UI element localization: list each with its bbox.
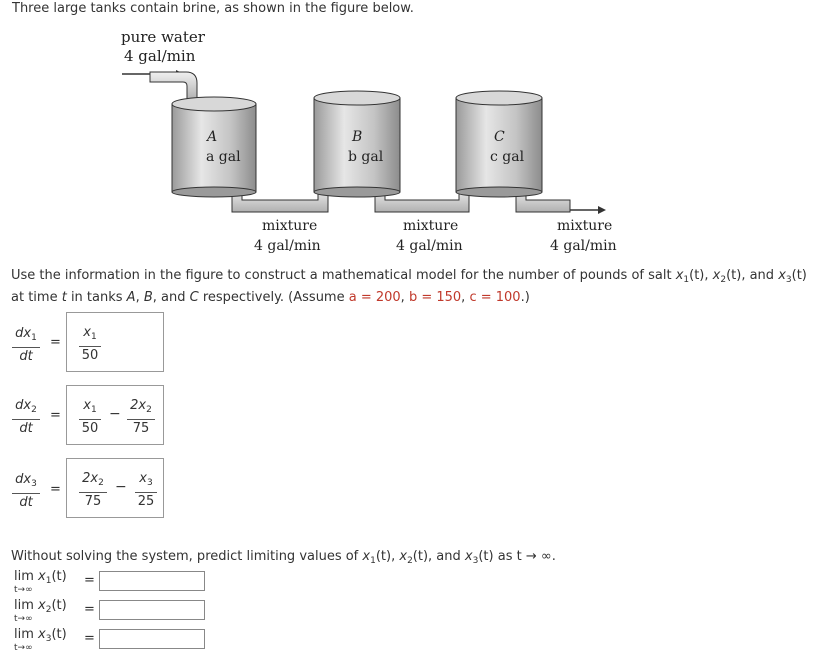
tank-c-volume: c gal (490, 149, 525, 165)
limits-intro: Without solving the system, predict limiting values of $x_1(t)$, $x_2(t)$, and $x_3(t)$ as t → ∞. (11, 549, 556, 566)
problem-intro: Three large tanks contain brine, as shown in the figure below. (12, 1, 414, 16)
limit-x3-input[interactable] (99, 629, 205, 649)
eq2-answer-box[interactable] (66, 385, 164, 445)
tank-a-volume: a gal (206, 149, 241, 165)
flow-2-rate: 4 gal/min (396, 238, 463, 254)
flow-3-rate: 4 gal/min (550, 238, 617, 254)
eq3-equals: = (50, 482, 61, 497)
limit-x2-expression: $\lim x_2(t)$ t→∞ (14, 598, 67, 624)
inflow-label: pure water (121, 28, 205, 46)
inflow-pipe (150, 72, 197, 100)
tank-a (172, 97, 256, 197)
instructions-line-1: Use the information in the figure to construct a mathematical model for the number of pounds of salt $x_1(t)$, $x_2(t)$, and $x_3(t)$ (11, 268, 807, 285)
eq2-equals: = (50, 408, 61, 423)
eq3-term-2: $x_3$ 25 (135, 471, 157, 510)
eq2-minus: − (109, 406, 121, 422)
limit-x2-equals: = (84, 602, 95, 617)
eq3-lhs: $dx_3$ dt (12, 472, 40, 511)
tank-c-letter: C (494, 129, 505, 145)
inflow-rate: 4 gal/min (124, 47, 196, 65)
eq1-term-1: $x_1$ 50 (79, 325, 101, 364)
flow-1-label: mixture (262, 218, 318, 234)
tank-b-letter: B (352, 129, 363, 145)
flow-3-label: mixture (557, 218, 613, 234)
tank-b-volume: b gal (348, 149, 384, 165)
limit-x1-input[interactable] (99, 571, 205, 591)
eq1-equals: = (50, 335, 61, 350)
instructions-line-2: at time t in tanks A, B, and C respectively. (Assume a = 200, b = 150, c = 100.) (11, 290, 530, 305)
tank-a-letter: A (207, 129, 218, 145)
eq2-lhs: $dx_2$ dt (12, 398, 40, 437)
limit-x1-equals: = (84, 573, 95, 588)
eq1-lhs: $dx_1$ dt (12, 326, 40, 365)
outflow-arrow (570, 206, 606, 214)
eq2-term-2: $2x_2$ 75 (127, 398, 155, 437)
eq3-term-1: $2x_2$ 75 (79, 471, 107, 510)
limit-x1-expression: $\lim x_1(t)$ t→∞ (14, 569, 67, 595)
eq3-minus: − (115, 479, 127, 495)
eq1-answer-box[interactable] (66, 312, 164, 372)
limit-x2-input[interactable] (99, 600, 205, 620)
eq3-answer-box[interactable] (66, 458, 164, 518)
limit-x3-equals: = (84, 631, 95, 646)
flow-2-label: mixture (403, 218, 459, 234)
flow-1-rate: 4 gal/min (254, 238, 321, 254)
limit-x3-expression: $\lim x_3(t)$ t→∞ (14, 627, 67, 653)
eq2-term-1: $x_1$ 50 (79, 398, 101, 437)
